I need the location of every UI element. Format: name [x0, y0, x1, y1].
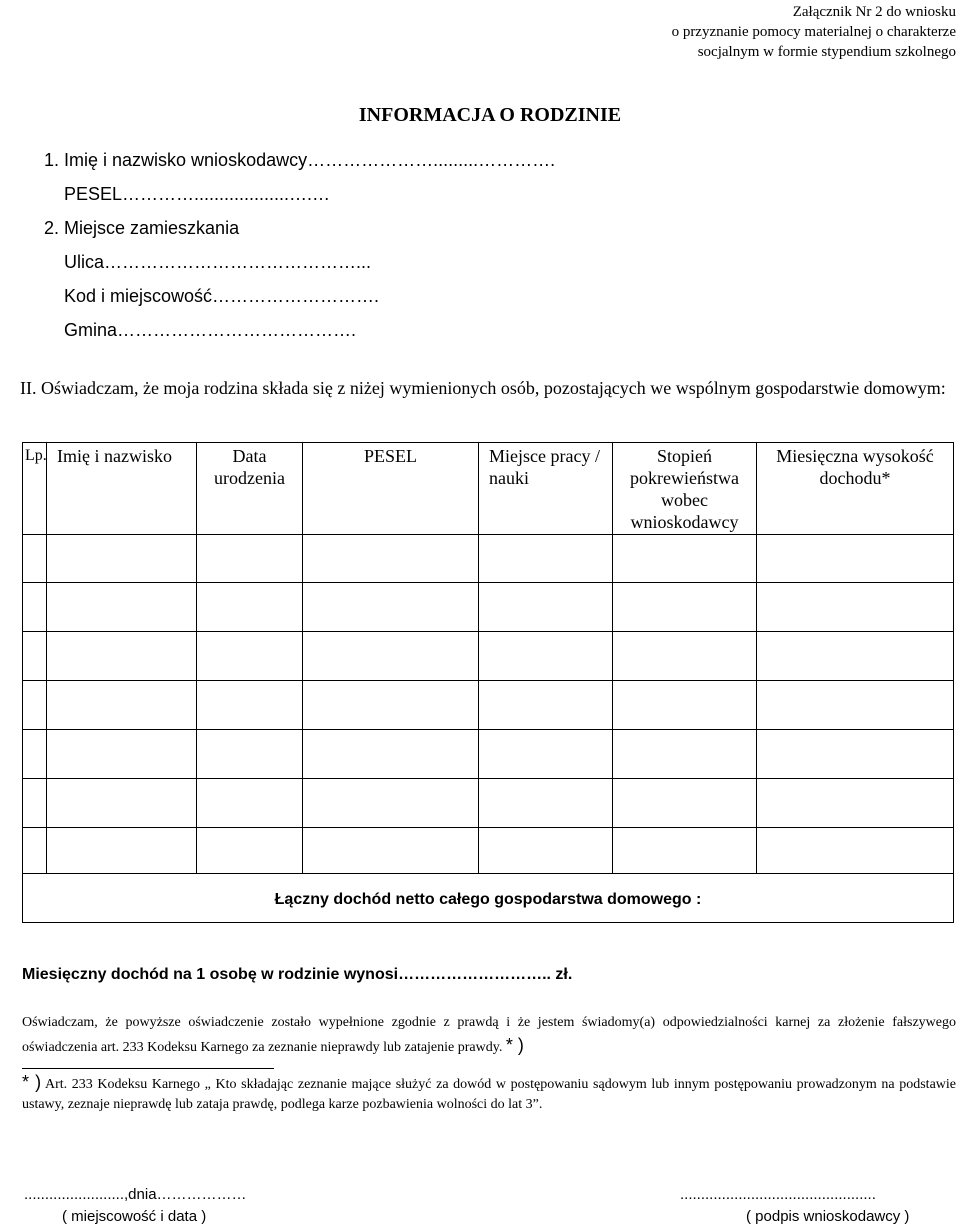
table-cell: [303, 632, 479, 681]
applicant-signature-line: ...............................................: [680, 1186, 876, 1203]
table-cell: [197, 681, 303, 730]
table-cell: [47, 681, 197, 730]
page-title: INFORMACJA O RODZINIE: [358, 104, 622, 126]
table-cell: [47, 730, 197, 779]
table-cell: [479, 632, 613, 681]
pesel-field: PESEL…………...................….…: [64, 184, 331, 204]
table-cell: [479, 779, 613, 828]
applicant-name-field: 1. Imię i nazwisko wnioskodawcy………………….........………….: [44, 150, 556, 170]
attachment-note: [672, 2, 956, 62]
table-cell: [197, 632, 303, 681]
table-cell: [197, 583, 303, 632]
table-cell: [23, 583, 47, 632]
attachment-line-3: socjalnym w formie stypendium szkolnego: [697, 44, 956, 60]
table-header-row: [23, 443, 954, 535]
table-row: [23, 583, 954, 632]
place-date-label: ( miejscowość i data ): [62, 1208, 207, 1225]
family-members-table: [22, 442, 954, 923]
total-income-label: Łączny dochód netto całego gospodarstwa domowego :: [23, 874, 954, 923]
table-cell: [303, 828, 479, 874]
table-cell: [303, 681, 479, 730]
table-cell: [757, 730, 954, 779]
attachment-line-1: Załącznik Nr 2 do wniosku: [792, 4, 956, 20]
table-cell: [757, 583, 954, 632]
table-cell: [479, 828, 613, 874]
table-cell: [613, 632, 757, 681]
table-cell: [613, 535, 757, 583]
table-cell: [23, 730, 47, 779]
table-cell: [479, 535, 613, 583]
table-cell: [197, 779, 303, 828]
table-cell: [47, 828, 197, 874]
table-row: [23, 632, 954, 681]
table-row: [23, 779, 954, 828]
table-cell: [613, 730, 757, 779]
table-cell: [47, 632, 197, 681]
table-cell: [757, 535, 954, 583]
table-cell: [613, 779, 757, 828]
table-cell: [303, 730, 479, 779]
residence-heading: 2. Miejsce zamieszkania: [44, 218, 240, 238]
declaration-body: Oświadczam, że powyższe oświadczenie zostało wypełnione zgodnie z prawdą i że jestem świadomy(a) odpowiedzialności karnej za złożenie fałszywego oświadczenia art. 233 Kodeksu Karnego za zeznanie nieprawdy lub zatajenie prawdy.: [22, 1015, 956, 1055]
table-cell: [23, 681, 47, 730]
table-cell: [23, 779, 47, 828]
attachment-line-2: o przyznanie pomocy materialnej o charakterze: [671, 24, 956, 40]
header-kinship: Stopień pokrewieństwa wobec wnioskodawcy: [613, 443, 757, 535]
header-name: Imię i nazwisko: [47, 443, 197, 535]
footnote-divider: [22, 1068, 274, 1069]
declaration-footnote-mark: * ): [505, 1035, 524, 1055]
declaration-text: [22, 1012, 956, 1059]
household-statement: II. Oświadczam, że moja rodzina składa się z niżej wymienionych osób, pozostających we wspólnym gospodarstwie domowym:: [20, 378, 946, 398]
table-cell: [23, 535, 47, 583]
table-cell: [757, 828, 954, 874]
table-row: [23, 535, 954, 583]
monthly-income-per-person: Miesięczny dochód na 1 osobę w rodzinie wynosi……………………….. zł.: [22, 966, 573, 983]
table-cell: [303, 779, 479, 828]
street-field: Ulica……………………………………...: [64, 252, 372, 272]
table-row: [23, 730, 954, 779]
commune-field: Gmina………………………………….: [64, 320, 357, 340]
table-cell: [479, 583, 613, 632]
header-work-place: Miejsce pracy / nauki: [479, 443, 613, 535]
table-cell: [757, 681, 954, 730]
table-row: [23, 681, 954, 730]
header-income: Miesięczna wysokość dochodu*: [757, 443, 954, 535]
table-row: [23, 828, 954, 874]
table-cell: [303, 535, 479, 583]
table-cell: [47, 779, 197, 828]
table-cell: [613, 583, 757, 632]
table-cell: [197, 730, 303, 779]
header-lp: Lp.: [23, 443, 47, 535]
table-total-row: [23, 874, 954, 923]
place-date-line: ........................,dnia………………: [24, 1186, 247, 1203]
table-cell: [757, 632, 954, 681]
table-cell: [613, 681, 757, 730]
header-birth-date: Data urodzenia: [197, 443, 303, 535]
table-cell: [613, 828, 757, 874]
table-cell: [23, 632, 47, 681]
footnote: [22, 1072, 956, 1115]
table-cell: [479, 730, 613, 779]
header-pesel: PESEL: [303, 443, 479, 535]
table-cell: [23, 828, 47, 874]
table-cell: [197, 828, 303, 874]
table-cell: [47, 535, 197, 583]
postal-city-field: Kod i miejscowość……………………….: [64, 286, 380, 306]
applicant-signature-label: ( podpis wnioskodawcy ): [746, 1208, 910, 1225]
table-cell: [479, 681, 613, 730]
table-cell: [197, 535, 303, 583]
table-cell: [47, 583, 197, 632]
table-cell: [757, 779, 954, 828]
footnote-text: Art. 233 Kodeksu Karnego „ Kto składając zeznanie mające służyć za dowód w postępowaniu sądowym lub innym postępowaniu prowadzonym na podstawie ustawy, zeznaje nieprawdę lub zataja prawdę, podlega karze pozbawienia wolności do lat 3”.: [22, 1077, 956, 1112]
table-cell: [303, 583, 479, 632]
footnote-mark: * ): [22, 1072, 42, 1092]
